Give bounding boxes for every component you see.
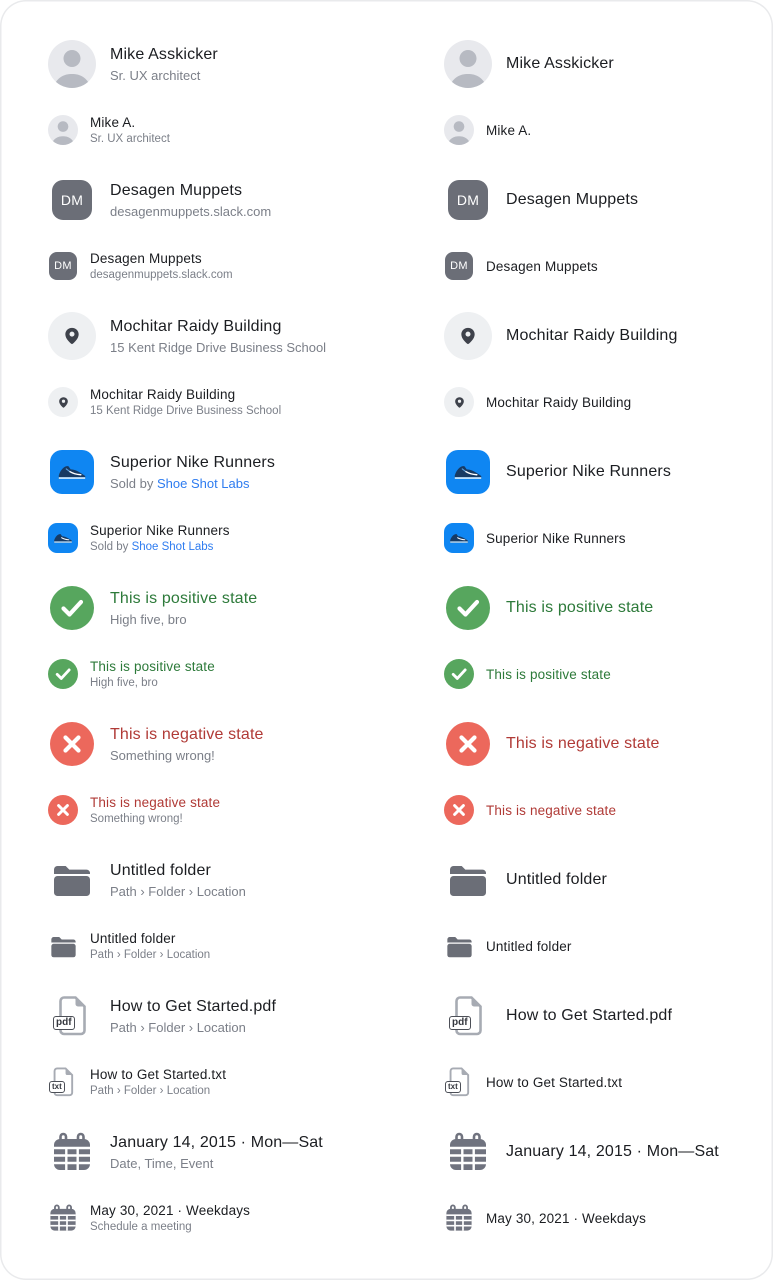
list-item[interactable]	[48, 794, 400, 826]
list-item[interactable]	[48, 448, 400, 496]
workspace-icon: DM	[49, 252, 77, 280]
item-subtitle: Schedule a meeting	[90, 1221, 192, 1233]
calendar-icon	[48, 1203, 78, 1233]
item-title: Superior Nike Runners	[90, 523, 230, 538]
item-subtitle: Sr. UX architect	[110, 67, 201, 83]
left-column	[48, 40, 400, 1280]
item-subtitle: Path › Folder › Location	[110, 1019, 246, 1035]
cross-icon	[444, 720, 492, 768]
item-subtitle: Path › Folder › Location	[110, 883, 246, 899]
list-item[interactable]	[444, 794, 749, 826]
item-subtitle: Something wrong!	[90, 813, 183, 825]
list-item[interactable]	[444, 522, 749, 554]
item-title: Superior Nike Runners	[110, 453, 276, 471]
file-txt-icon	[48, 1067, 78, 1097]
list-item[interactable]	[444, 114, 749, 146]
list-item[interactable]	[48, 992, 400, 1040]
check-icon	[48, 584, 96, 632]
item-subtitle: 15 Kent Ridge Drive Business School	[90, 405, 282, 417]
check-icon	[48, 659, 78, 689]
list-item[interactable]	[48, 584, 400, 632]
right-column	[444, 40, 749, 1280]
item-title: How to Get Started.pdf	[110, 997, 277, 1015]
item-title: Desagen Muppets	[506, 191, 639, 208]
item-title: Mochitar Raidy Building	[506, 327, 678, 344]
item-title: Superior Nike Runners	[506, 463, 672, 480]
workspace-icon: DM	[445, 252, 473, 280]
list-item[interactable]	[48, 312, 400, 360]
item-title: Desagen Muppets	[486, 258, 598, 274]
item-subtitle: desagenmuppets.slack.com	[90, 269, 233, 281]
folder-icon	[48, 856, 96, 904]
folder-icon	[444, 856, 492, 904]
avatar-icon	[48, 115, 78, 145]
file-txt-icon	[444, 1067, 474, 1097]
calendar-icon	[48, 1128, 96, 1176]
list-item[interactable]	[48, 522, 400, 554]
cross-icon	[48, 795, 78, 825]
sneaker-icon	[444, 523, 474, 553]
calendar-icon	[444, 1128, 492, 1176]
list-item[interactable]	[444, 312, 749, 360]
workspace-icon: DM	[52, 180, 92, 220]
list-item[interactable]	[48, 1202, 400, 1234]
list-item[interactable]	[444, 250, 749, 282]
item-title: Mochitar Raidy Building	[110, 317, 282, 335]
map-pin-icon	[48, 387, 78, 417]
list-item[interactable]	[444, 40, 749, 88]
file-type-label: pdf	[53, 1016, 75, 1031]
list-item[interactable]	[444, 1066, 749, 1098]
list-item[interactable]	[48, 658, 400, 690]
list-item[interactable]	[444, 176, 749, 224]
list-item[interactable]	[444, 856, 749, 904]
seller-link[interactable]: Shoe Shot Labs	[156, 475, 250, 491]
sneaker-icon	[48, 523, 78, 553]
list-item[interactable]	[444, 448, 749, 496]
avatar-icon	[444, 115, 474, 145]
list-item[interactable]	[444, 1202, 749, 1234]
item-subtitle: Date, Time, Event	[110, 1155, 214, 1171]
item-subtitle: desagenmuppets.slack.com	[110, 203, 272, 219]
item-title: January 14, 2015 · Mon—Sat	[506, 1143, 719, 1160]
item-title: How to Get Started.txt	[90, 1067, 227, 1082]
avatar-icon	[48, 40, 96, 88]
list-item[interactable]	[48, 930, 400, 962]
file-type-label: pdf	[449, 1016, 471, 1031]
check-icon	[444, 584, 492, 632]
list-item[interactable]	[48, 1066, 400, 1098]
item-title: This is positive state	[506, 599, 654, 616]
map-pin-icon	[444, 387, 474, 417]
item-title: Mike Asskicker	[110, 45, 218, 63]
list-item[interactable]	[444, 584, 749, 632]
item-title: Desagen Muppets	[110, 181, 243, 199]
item-title: This is negative state	[506, 735, 660, 752]
seller-link[interactable]: Shoe Shot Labs	[131, 541, 214, 553]
sneaker-icon	[444, 448, 492, 496]
list-item[interactable]	[444, 1128, 749, 1176]
folder-icon	[444, 931, 474, 961]
item-subtitle	[90, 541, 230, 553]
item-title: Mike Asskicker	[506, 55, 614, 72]
item-subtitle: 15 Kent Ridge Drive Business School	[110, 339, 327, 355]
item-title: Mike A.	[90, 115, 136, 130]
list-item[interactable]	[48, 720, 400, 768]
file-type-label: txt	[49, 1081, 65, 1093]
file-type-label: txt	[445, 1081, 461, 1093]
map-pin-icon	[444, 312, 492, 360]
cross-icon	[444, 795, 474, 825]
item-title: January 14, 2015 · Mon—Sat	[110, 1133, 323, 1151]
item-title: This is negative state	[110, 725, 264, 743]
item-subtitle: Something wrong!	[110, 747, 215, 763]
item-subtitle: Path › Folder › Location	[90, 1085, 211, 1097]
item-title: How to Get Started.pdf	[506, 1007, 673, 1024]
list-item[interactable]	[48, 114, 400, 146]
sneaker-icon	[48, 448, 96, 496]
list-item[interactable]	[444, 720, 749, 768]
item-title: This is negative state	[90, 795, 221, 810]
list-item[interactable]	[48, 1128, 400, 1176]
item-subtitle: Path › Folder › Location	[90, 949, 211, 961]
item-title: How to Get Started.txt	[486, 1074, 623, 1090]
item-title: This is positive state	[486, 666, 611, 682]
item-title: Desagen Muppets	[90, 251, 202, 266]
item-title: May 30, 2021 · Weekdays	[90, 1203, 251, 1218]
item-title: Untitled folder	[486, 938, 572, 954]
list-item[interactable]	[48, 176, 400, 224]
item-title: Superior Nike Runners	[486, 530, 626, 546]
list-item[interactable]	[444, 992, 749, 1040]
item-title: This is positive state	[110, 589, 258, 607]
item-subtitle: Sr. UX architect	[90, 133, 170, 145]
file-pdf-icon	[444, 992, 492, 1040]
item-title: This is positive state	[90, 659, 215, 674]
item-title: Mike A.	[486, 122, 532, 138]
folder-icon	[48, 931, 78, 961]
item-title: Mochitar Raidy Building	[486, 394, 632, 410]
item-title: Untitled folder	[90, 931, 176, 946]
list-item[interactable]	[48, 856, 400, 904]
list-item[interactable]	[444, 658, 749, 690]
item-subtitle: High five, bro	[110, 611, 187, 627]
workspace-icon: DM	[448, 180, 488, 220]
sold-by-label: Sold by	[110, 475, 157, 491]
map-pin-icon	[48, 312, 96, 360]
item-title: Untitled folder	[506, 871, 607, 888]
item-title: Untitled folder	[110, 861, 211, 879]
item-subtitle: High five, bro	[90, 677, 158, 689]
list-item[interactable]	[444, 930, 749, 962]
sold-by-label: Sold by	[90, 541, 132, 553]
cross-icon	[48, 720, 96, 768]
list-item[interactable]	[444, 386, 749, 418]
file-pdf-icon	[48, 992, 96, 1040]
item-subtitle	[110, 476, 275, 491]
list-item[interactable]	[48, 40, 400, 88]
avatar-icon	[444, 40, 492, 88]
item-title: May 30, 2021 · Weekdays	[486, 1210, 647, 1226]
item-title: This is negative state	[486, 802, 617, 818]
list-item[interactable]	[48, 250, 400, 282]
list-item[interactable]	[48, 386, 400, 418]
item-title: Mochitar Raidy Building	[90, 387, 236, 402]
check-icon	[444, 659, 474, 689]
calendar-icon	[444, 1203, 474, 1233]
